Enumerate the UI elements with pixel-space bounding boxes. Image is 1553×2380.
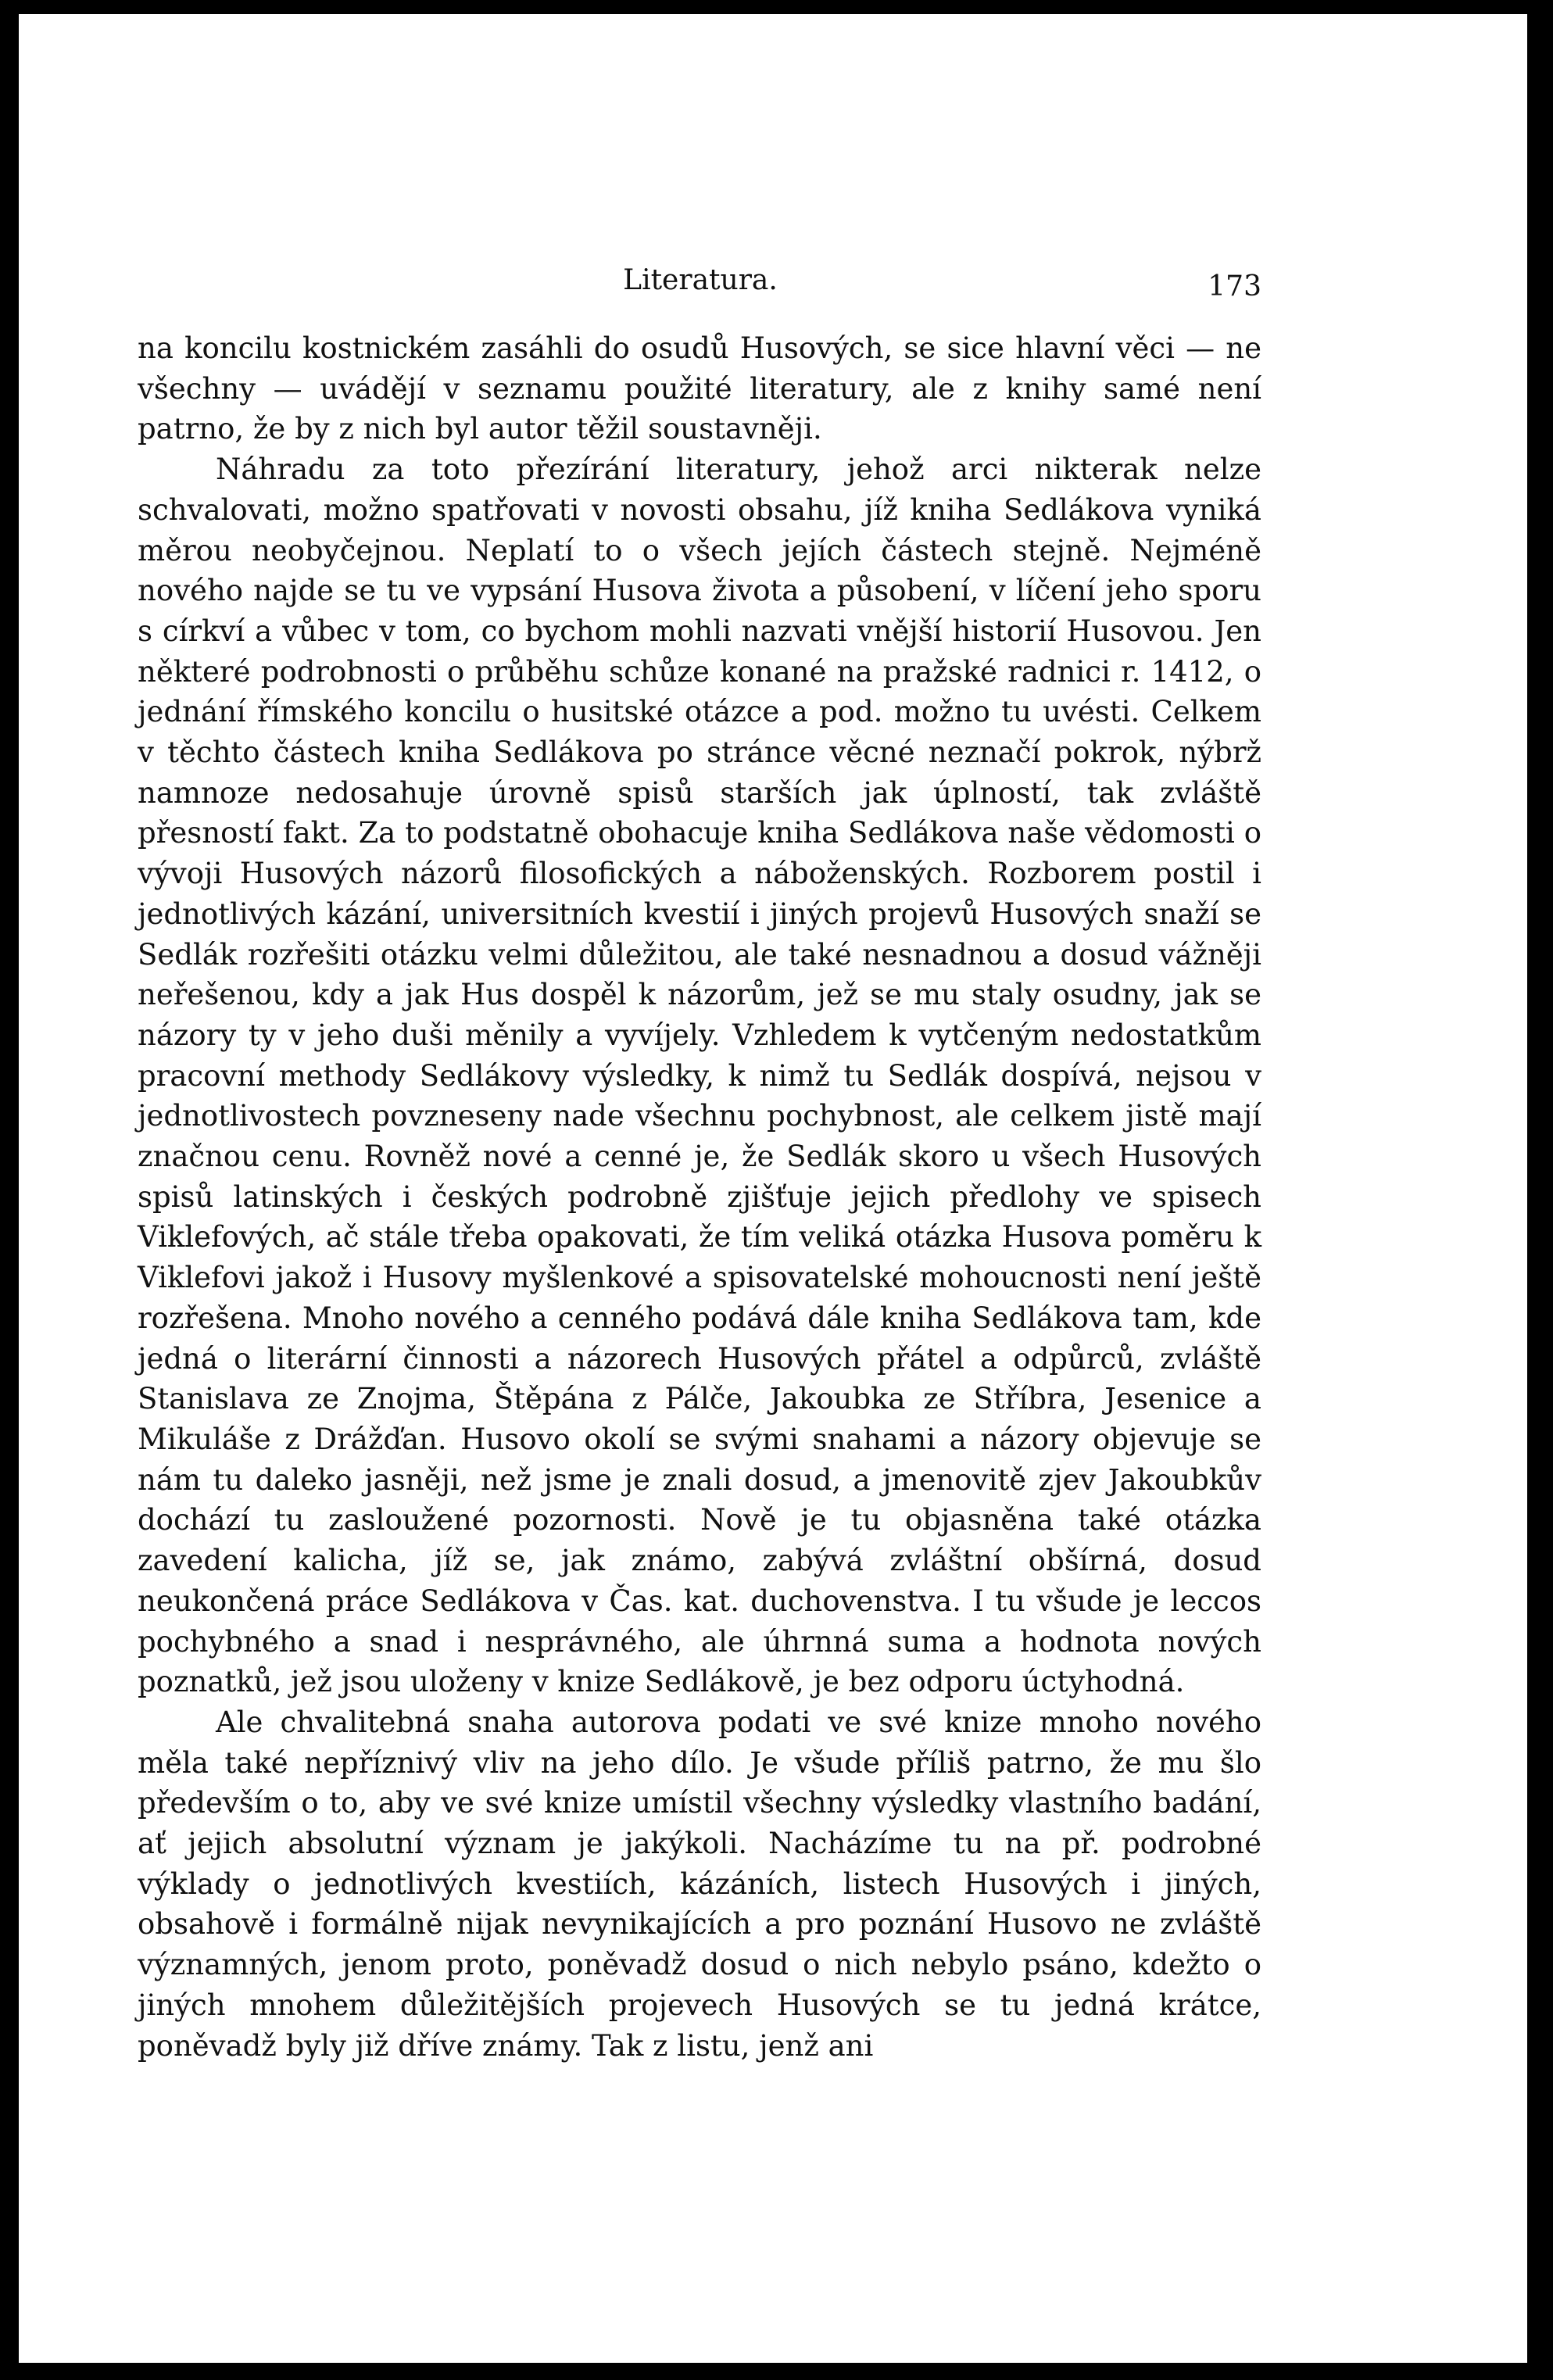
paragraph-1: na koncilu kostnickém zasáhli do osudů Husových, se sice hlavní věci — ne všechny — uvádějí v seznamu použité literatury, ale z knihy samé není patrno, že by z nich byl autor těžil soustavněji. (138, 331, 1261, 446)
book-page (19, 14, 1527, 2363)
page-header (19, 256, 1527, 303)
running-title: Literatura. (623, 264, 778, 296)
page-number: 173 (1208, 270, 1261, 302)
body-text (138, 328, 1261, 2066)
paragraph-3: Ale chvalitebná snaha autorova podati ve své knize mnoho nového měla také nepříznivý vliv na jeho dílo. Je všude příliš patrno, že mu šlo především o to, aby ve své knize umístil všechny výsledky vlastního badání, ať jejich absolutní význam je jakýkoli. Nacházíme tu na př. podrobné výklady o jednotlivých kvestiích, kázáních, listech Husových i jiných, obsahově i formálně nijak nevynikajících a pro poznání Husovo ne zvláště významných, jenom proto, poněvadž dosud o nich nebylo psáno, kdežto o jiných mnohem důležitějších projevech Husových se tu jedná krátce, poněvadž byly již dříve známy. Tak z listu, jenž ani (138, 1705, 1261, 2063)
paragraph-2: Náhradu za toto přezírání literatury, jehož arci nikterak nelze schvalovati, možno spatřovati v novosti obsahu, jíž kniha Sedlákova vyniká měrou neobyčejnou. Neplatí to o všech jejích částech stejně. Nejméně nového najde se tu ve vypsání Husova života a působení, v líčení jeho sporu s církví a vůbec v tom, co bychom mohli nazvati vnější historií Husovou. Jen některé podrobnosti o průběhu schůze konané na pražské radnici r. 1412, o jednání římského koncilu o husitské otázce a pod. možno tu uvésti. Celkem v těchto částech kniha Sedlákova po stránce věcné neznačí pokrok, nýbrž namnoze nedosahuje úrovně spisů starších jak úplností, tak zvláště přesností fakt. Za to podstatně obohacuje kniha Sedlákova naše vědomosti o vývoji Husových názorů filosofických a náboženských. Rozborem postil i jednotlivých kázání, universitních kvestií i jiných projevů Husových snaží se Sedlák rozřešiti otázku velmi důležitou, ale také nesnadnou a dosud vážněji neřešenou, kdy a jak Hus dospěl k názorům, jež se mu staly osudny, jak se názory ty v jeho duši měnily a vyvíjely. Vzhledem k vytčeným nedostatkům pracovní methody Sedlákovy výsledky, k nimž tu Sedlák dospívá, nejsou v jednotlivostech povzneseny nade všechnu pochybnost, ale celkem jistě mají značnou cenu. Rovněž nové a cenné je, že Sedlák skoro u všech Husových spisů latinských i českých podrobně zjišťuje jejich předlohy ve spisech Viklefových, ač stále třeba opakovati, že tím veliká otázka Husova poměru k Viklefovi jakož i Husovy myšlenkové a spisovatelské mohoucnosti není ještě rozřešena. Mnoho nového a cenného podává dále kniha Sedlákova tam, kde jedná o literární činnosti a názorech Husových přátel a odpůrců, zvláště Stanislava ze Znojma, Štěpána z Pálče, Jakoubka ze Stříbra, Jesenice a Mikuláše z Drážďan. Husovo okolí se svými snahami a názory objevuje se nám tu daleko jasněji, než jsme je znali dosud, a jmenovitě zjev Jakoubkův dochází tu zasloužené pozornosti. Nově je tu objasněna také otázka zavedení kalicha, jíž se, jak známo, zabývá zvláštní obšírná, dosud neukončená práce Sedlákova v Čas. kat. duchovenstva. I tu všude je leccos pochybného a snad i nesprávného, ale úhrnná suma a hodnota nových poznatků, jež jsou uloženy v knize Sedlákově, je bez odporu úctyhodná. (138, 453, 1261, 1699)
